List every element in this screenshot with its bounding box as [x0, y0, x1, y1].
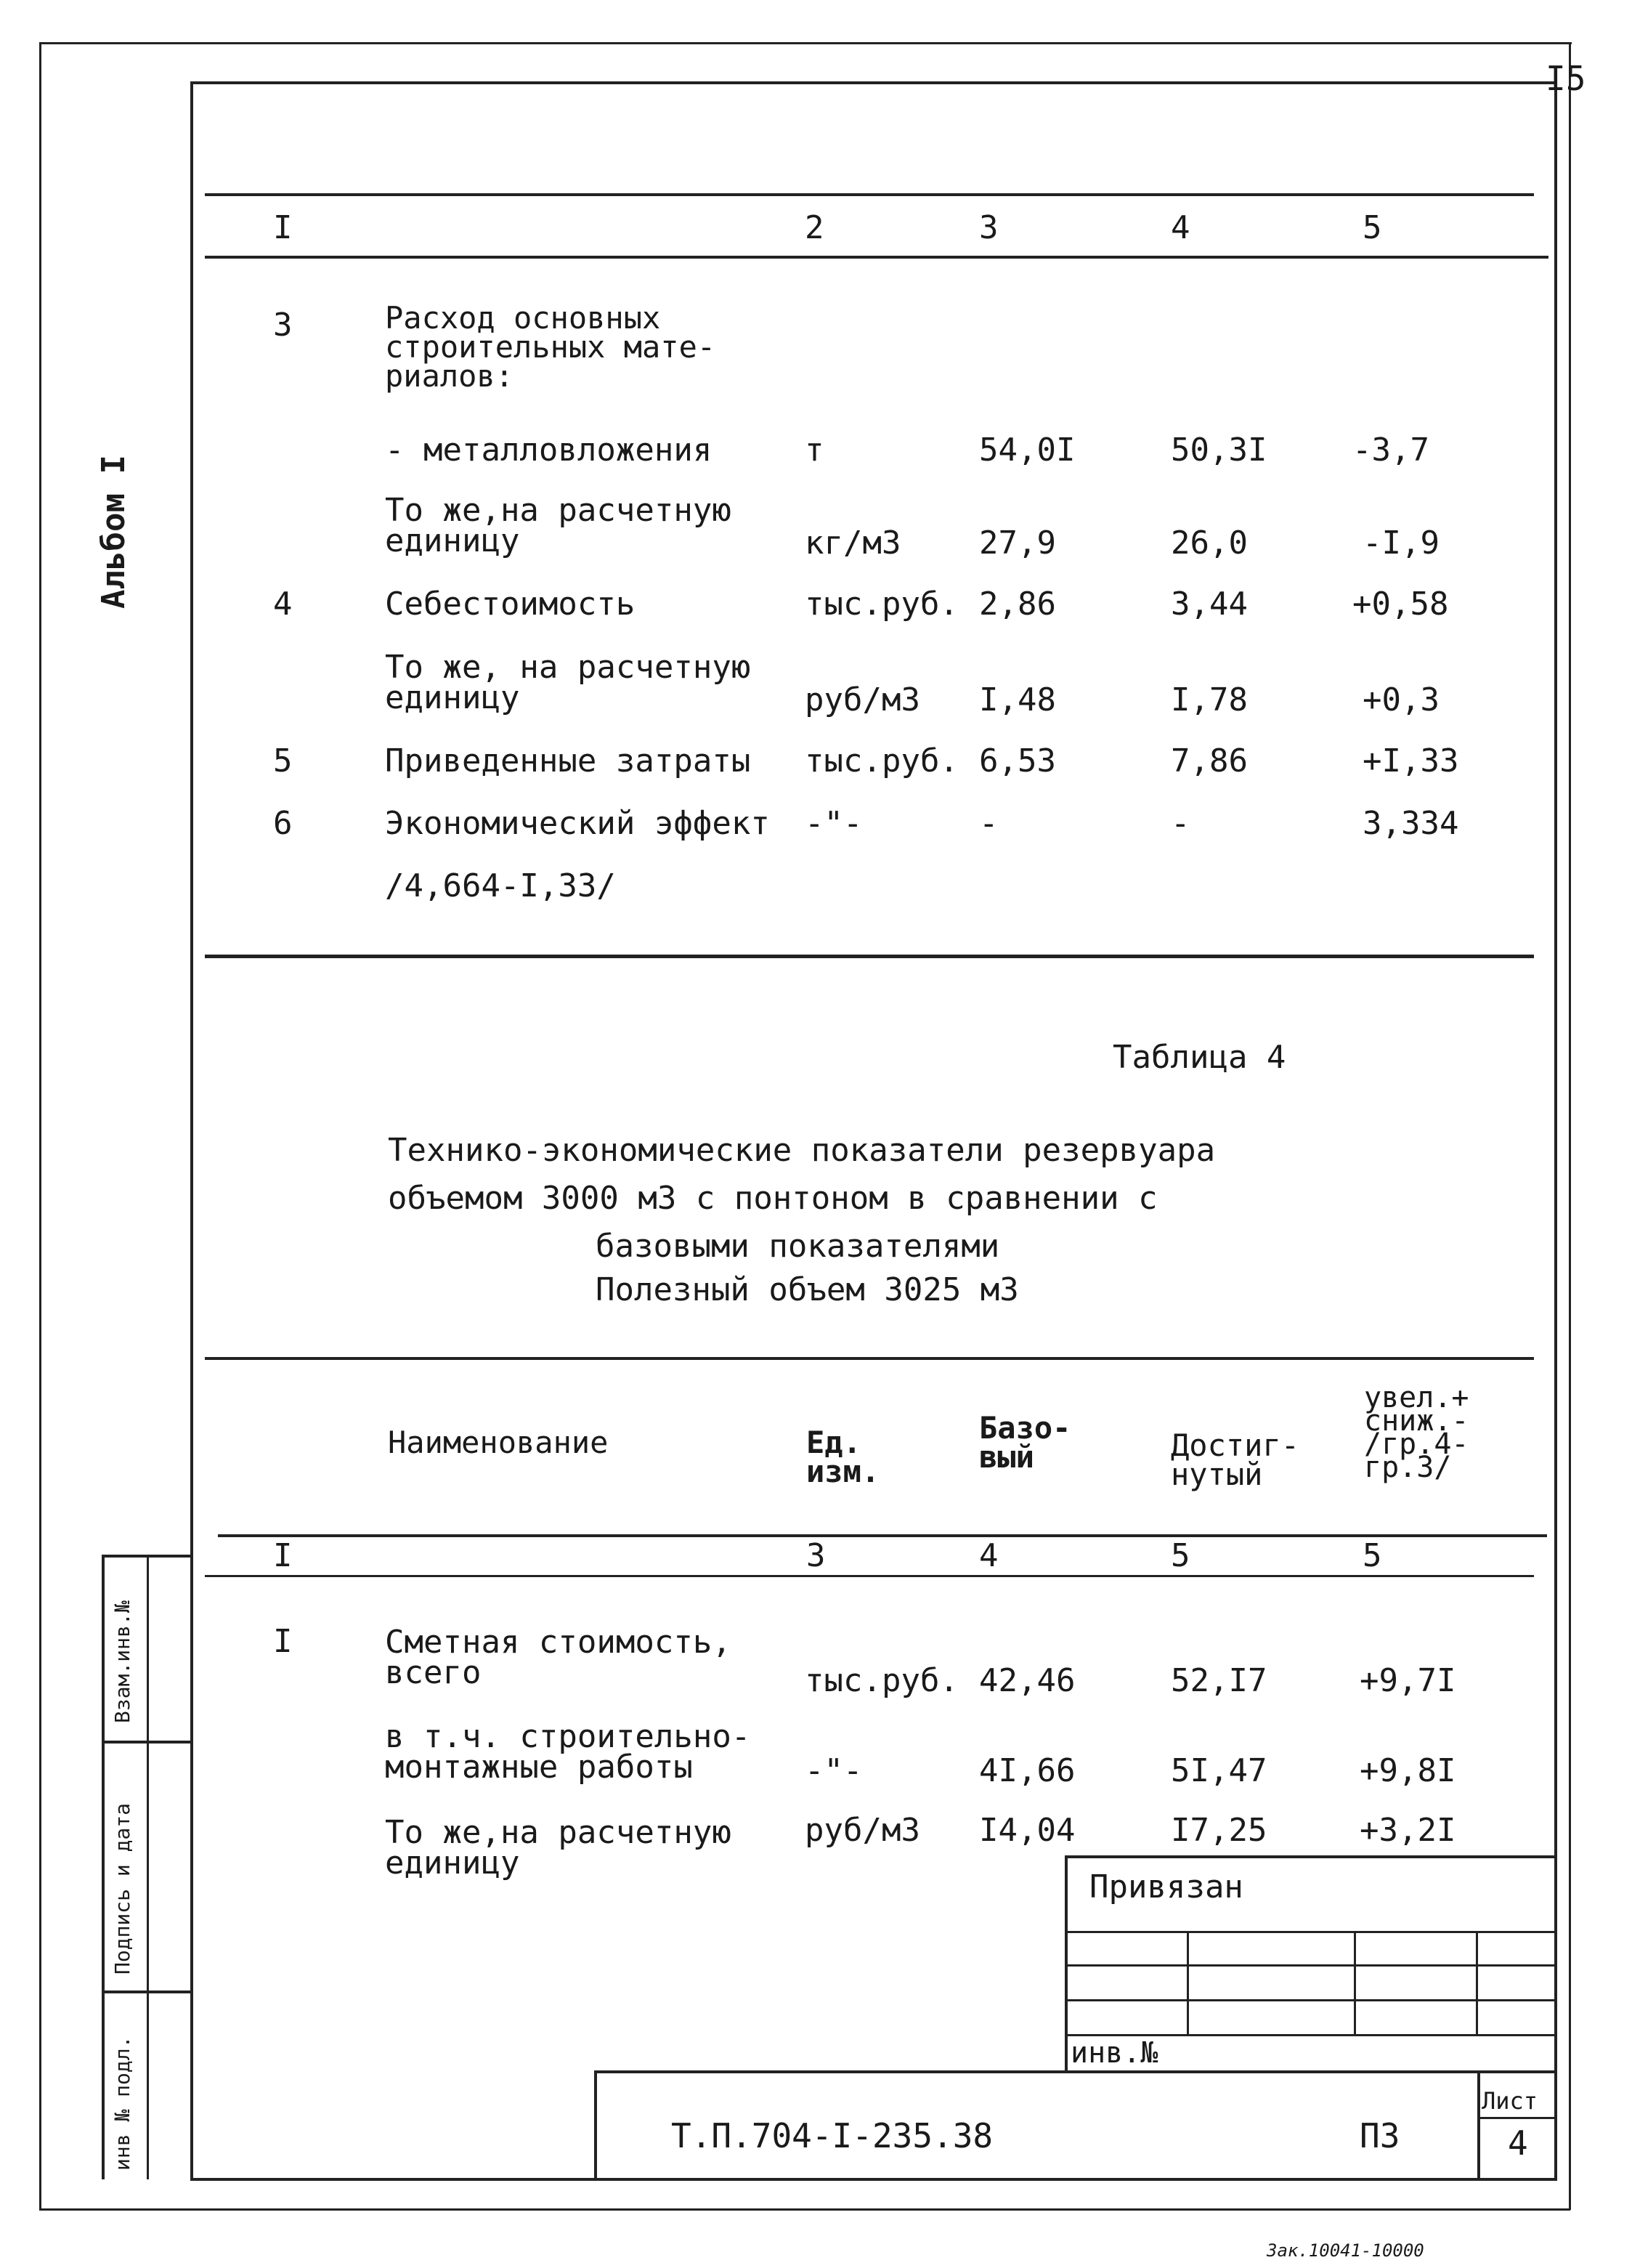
second-row-2-c3: I4,04	[979, 1812, 1076, 1849]
top-row-4-unit: руб/м3	[805, 681, 920, 718]
side-inv-podl: инв № подл.	[110, 2036, 134, 2171]
top-row-5-c5: +I,33	[1363, 742, 1459, 779]
top-col-number-1: I	[273, 209, 293, 246]
top-table-rule-1	[205, 193, 1534, 196]
header-name: Наименование	[388, 1425, 609, 1460]
top-row-4-c5: +0,3	[1363, 681, 1440, 718]
title-block-top	[594, 2070, 1556, 2073]
top-row-3-name: Себестоимость	[385, 586, 636, 623]
top-row-1-unit: т	[805, 432, 824, 469]
stamp-grid-v2	[1354, 1931, 1356, 2036]
side-box-h1	[102, 1741, 192, 1743]
title-line-3: базовыми показателями	[596, 1228, 1000, 1265]
top-table-rule-2	[205, 256, 1548, 259]
second-row-2-c5: +3,2I	[1360, 1812, 1456, 1849]
side-box-h2	[102, 1990, 192, 1993]
second-row-1-c4: 5I,47	[1171, 1752, 1267, 1789]
stamp-inv: инв.№	[1071, 2036, 1158, 2070]
footer-note: Зак.10041-10000	[1267, 2240, 1424, 2261]
second-row-2-c4: I7,25	[1171, 1812, 1267, 1849]
top-row-6-c4: -	[1171, 805, 1190, 842]
inner-frame-bottom	[190, 2178, 1557, 2181]
second-row-0-c5: +9,7I	[1360, 1662, 1456, 1699]
top-row-5-num: 5	[273, 742, 293, 779]
side-box-mid	[147, 1555, 149, 2179]
second-table-header-rule	[218, 1534, 1547, 1537]
top-row-0-name: Расход основных строительных мате- риалов:	[385, 300, 716, 394]
top-row-4-c3: I,48	[979, 681, 1056, 718]
second-row-2-name: То же,на расчетную единицу	[385, 1814, 731, 1882]
top-row-1-c3: 54,0I	[979, 432, 1076, 469]
second-row-0-c3: 42,46	[979, 1662, 1076, 1699]
second-row-1-name: в т.ч. строительно- монтажные работы	[385, 1718, 751, 1786]
second-row-1-unit: -"-	[805, 1752, 863, 1789]
header-base: Базо- вый	[979, 1410, 1071, 1475]
top-row-0-num: 3	[273, 307, 293, 344]
side-vzam-inv: Взам.инв.№	[110, 1600, 134, 1723]
second-col-number-2: 3	[806, 1537, 826, 1574]
top-row-6-c3: -	[979, 805, 999, 842]
outer-frame-top	[39, 42, 1572, 44]
sheet-label: Лист	[1482, 2087, 1538, 2115]
top-row-2-c4: 26,0	[1171, 525, 1248, 562]
stamp-block	[1065, 1855, 1556, 2073]
stamp-grid-v1	[1187, 1931, 1189, 2036]
top-row-3-num: 4	[273, 586, 293, 623]
sheet-number: 4	[1508, 2123, 1528, 2163]
top-row-2-unit: кг/м3	[805, 525, 901, 562]
second-row-0-c4: 52,I7	[1171, 1662, 1267, 1699]
top-row-6-num: 6	[273, 805, 293, 842]
top-row-4-c4: I,78	[1171, 681, 1248, 718]
top-row-5-name: Приведенные затраты	[385, 742, 751, 779]
title-line-1: Технико-экономические показатели резервуара	[388, 1132, 1216, 1169]
top-row-2-c5: -I,9	[1363, 525, 1440, 562]
header-achieved: Достиг- нутый	[1171, 1427, 1300, 1492]
stamp-grid-h3	[1065, 1999, 1556, 2001]
second-row-0-unit: тыс.руб.	[805, 1662, 959, 1699]
doc-code: Т.П.704-I-235.38	[671, 2116, 994, 2155]
inner-frame-top	[190, 81, 1557, 84]
top-col-number-3: 3	[979, 209, 999, 246]
outer-frame-left	[39, 44, 41, 2208]
top-row-3-c4: 3,44	[1171, 586, 1248, 623]
header-unit: Ед. изм.	[806, 1425, 880, 1489]
second-col-number-5: 5	[1363, 1537, 1382, 1574]
top-row-7-name: /4,664-I,33/	[385, 867, 616, 904]
title-line-2: объемом 3000 м3 с понтоном в сравнении с	[388, 1180, 1158, 1217]
top-row-1-c5: -3,7	[1352, 432, 1429, 469]
second-row-0-num: I	[273, 1623, 293, 1660]
second-col-number-4: 5	[1171, 1537, 1190, 1574]
top-col-number-4: 4	[1171, 209, 1190, 246]
second-table-numbers-rule	[205, 1575, 1534, 1577]
outer-frame-right	[1569, 42, 1571, 2210]
top-row-1-c4: 50,3I	[1171, 432, 1267, 469]
top-row-6-c5: 3,334	[1363, 805, 1459, 842]
side-box-top	[102, 1555, 192, 1558]
stamp-grid-h2	[1065, 1964, 1556, 1967]
top-col-number-5: 5	[1363, 209, 1382, 246]
stamp-grid-v3	[1476, 1931, 1478, 2036]
stamp-grid-h1	[1065, 1931, 1556, 1933]
header-diff: увел.+ сниж.- /гр.4- гр.3/	[1364, 1381, 1469, 1484]
stamp-privyazan: Привязан	[1089, 1868, 1243, 1905]
second-col-number-1: I	[273, 1537, 293, 1574]
top-row-3-unit: тыс.руб.	[805, 586, 959, 623]
top-row-5-c4: 7,86	[1171, 742, 1248, 779]
top-row-6-unit: -"-	[805, 805, 863, 842]
section-code: ПЗ	[1360, 2116, 1400, 2155]
second-table-top-rule	[205, 1357, 1534, 1360]
top-row-2-name: То же,на расчетную единицу	[385, 492, 731, 559]
top-row-3-c3: 2,86	[979, 586, 1056, 623]
side-margin-stamp	[102, 1555, 192, 2179]
title-block-left	[594, 2070, 597, 2179]
top-table-bottom-rule	[205, 955, 1534, 958]
page-number: I5	[1546, 59, 1586, 98]
top-col-number-2: 2	[805, 209, 824, 246]
second-row-2-unit: руб/м3	[805, 1812, 920, 1849]
table-label: Таблица 4	[1113, 1039, 1286, 1076]
second-row-1-c5: +9,8I	[1360, 1752, 1456, 1789]
top-row-1-name: - металловложения	[385, 432, 713, 469]
top-row-5-unit: тыс.руб.	[805, 742, 959, 779]
title-line-4: Полезный объем 3025 м3	[596, 1271, 1019, 1308]
outer-frame-bottom	[39, 2208, 1570, 2211]
top-row-3-c5: +0,58	[1352, 586, 1449, 623]
top-row-2-c3: 27,9	[979, 525, 1056, 562]
top-row-4-name: То же, на расчетную единицу	[385, 649, 751, 716]
side-box-left	[102, 1555, 105, 2179]
title-block-sheet-div	[1477, 2070, 1480, 2179]
side-podpis-data: Подпись и дата	[110, 1802, 134, 1975]
top-row-5-c3: 6,53	[979, 742, 1056, 779]
top-row-6-name: Экономический эффект	[385, 805, 770, 842]
second-col-number-3: 4	[979, 1537, 999, 1574]
stamp-top-border	[1065, 1855, 1556, 1858]
second-row-0-name: Сметная стоимость, всего	[385, 1624, 731, 1691]
second-row-1-c3: 4I,66	[979, 1752, 1076, 1789]
album-label: Альбом I	[95, 455, 132, 609]
